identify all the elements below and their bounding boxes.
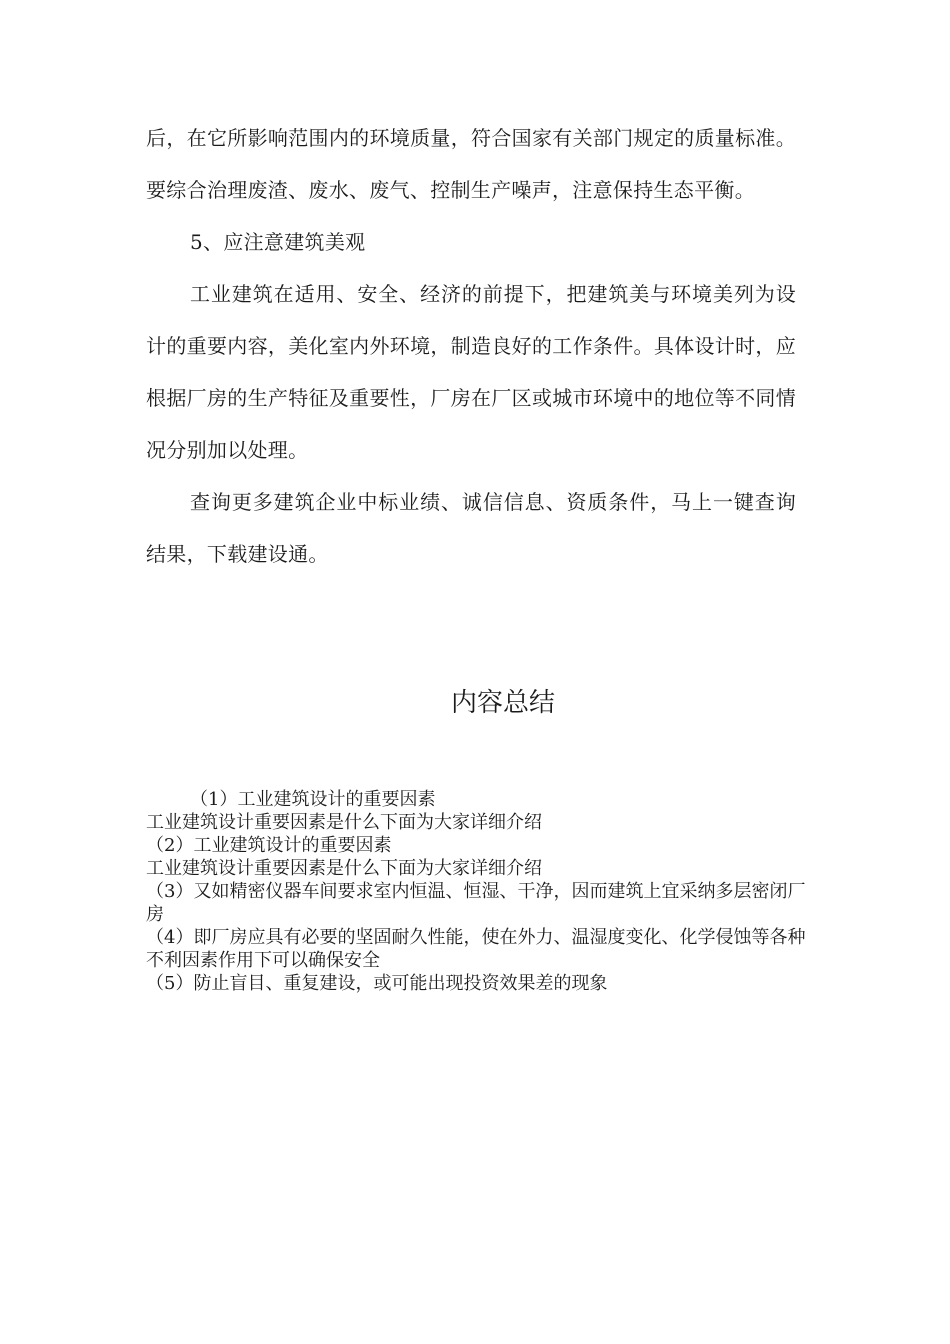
summary-item: 工业建筑设计重要因素是什么下面为大家详细介绍 [146,858,542,879]
summary-item: （5）防止盲目、重复建设，或可能出现投资效果差的现象 [146,973,608,994]
section-heading-aesthetics: 5、应注意建筑美观 [190,230,366,254]
summary-title: 内容总结 [450,688,555,718]
summary-item: 工业建筑设计重要因素是什么下面为大家详细介绍 [146,812,542,833]
summary-item: （1）工业建筑设计的重要因素 [190,789,436,810]
paragraph-environment: 后，在它所影响范围内的环境质量，符合国家有关部门规定的质量标准。要综合治理废渣、废水、废气、控制生产噪声，注意保持生态平衡。 [146,126,796,202]
paragraph-query: 查询更多建筑企业中标业绩、诚信信息、资质条件，马上一键查询结果，下载建设通。 [146,490,796,566]
body-text [146,112,796,580]
summary-list [146,788,806,995]
summary-item: （4）即厂房应具有必要的坚固耐久性能，使在外力、温湿度变化、化学侵蚀等各种不利因素作用下可以确保安全 [146,927,806,971]
summary-item: （3）又如精密仪器车间要求室内恒温、恒湿、干净，因而建筑上宜采纳多层密闭厂房 [146,881,806,925]
paragraph-aesthetics: 工业建筑在适用、安全、经济的前提下，把建筑美与环境美列为设计的重要内容，美化室内外环境，制造良好的工作条件。具体设计时，应根据厂房的生产特征及重要性，厂房在厂区或城市环境中的地位等不同情况分别加以处理。 [146,282,796,462]
summary-item: （2）工业建筑设计的重要因素 [146,835,392,856]
